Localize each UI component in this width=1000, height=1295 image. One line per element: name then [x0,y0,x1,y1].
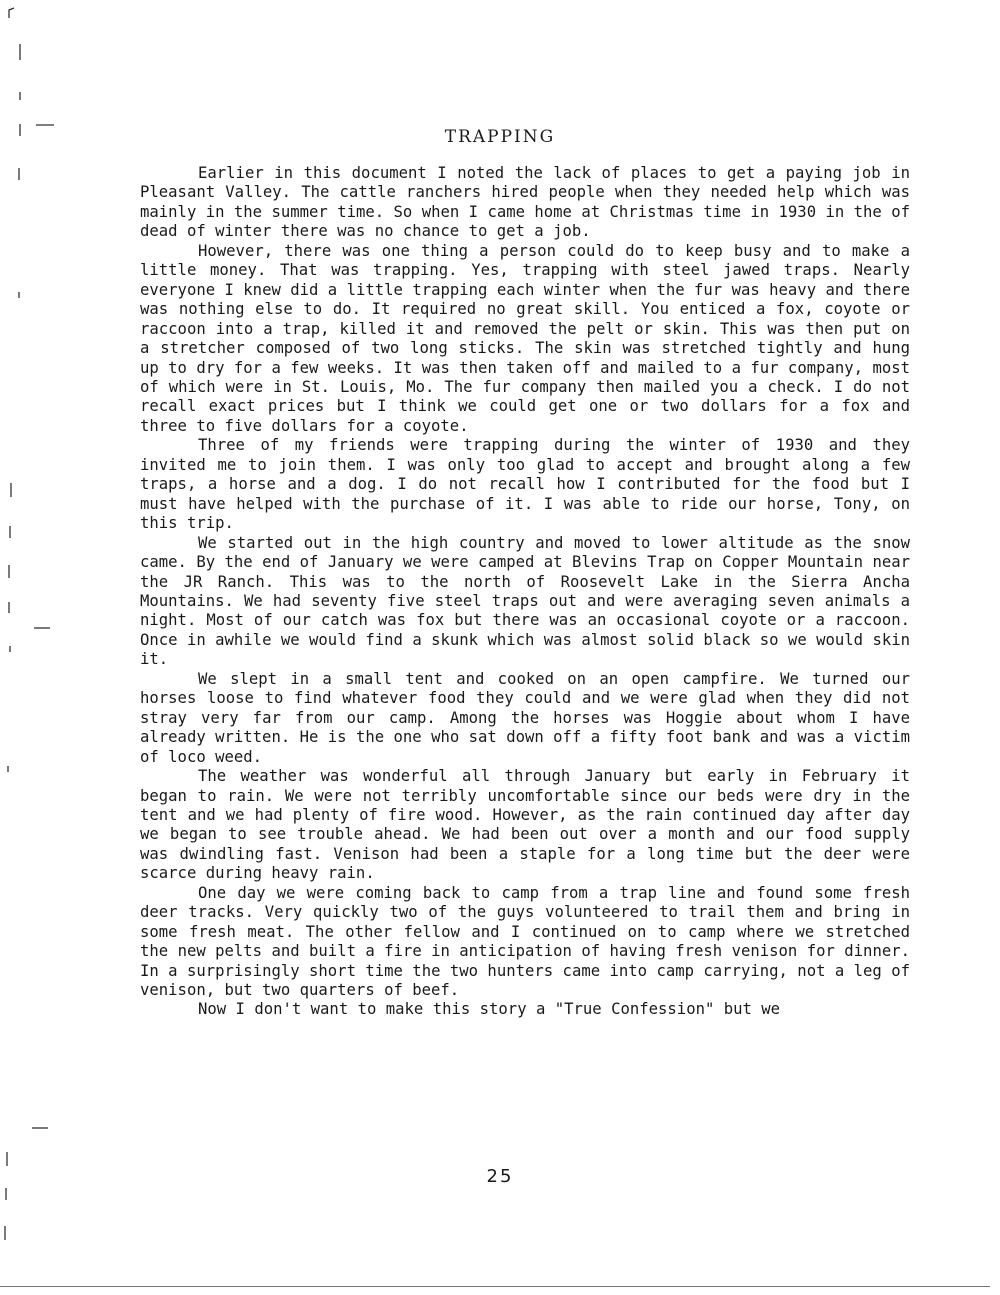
paragraph: Earlier in this document I noted the lack of places to get a paying job in Pleasant Valley. The cattle ranchers hired people when they needed help which was mainly in the summer time. So when I came home at Christmas time in 1930 in the of dead of winter there was no chance to get a job. [140,164,910,241]
page-number: 25 [486,1166,514,1187]
paragraph: We started out in the high country and moved to lower altitude as the snow came. By the end of January we were camped at Blevins Trap on Copper Mountain near the JR Ranch. This was to the north of Roosevelt Lake in the Sierra Ancha Mountains. We had seventy five steel traps out and were averaging seven animals a night. Most of our catch was fox but there was an occasional coyote or a raccoon. Once in awhile we would find a skunk which was almost solid black so we would skin it. [140,533,910,669]
paragraph: One day we were coming back to camp from a trap line and found some fresh deer tracks. Very quickly two of the guys volunteered to trail them and bring in some fresh meat. The other fellow and I continued on to camp where we stretched the new pelts and built a fire in anticipation of having fresh venison for dinner. In a surprisingly short time the two hunters came into camp carrying, not a leg of venison, but two quarters of beef. [140,883,910,1000]
paragraph: Three of my friends were trapping during the winter of 1930 and they invited me to join them. I was only too glad to accept and brought along a few traps, a horse and a dog. I do not recall how I contributed for the food but I must have helped with the purchase of it. I was able to ride our horse, Tony, on this trip. [140,436,910,533]
body-text [140,164,910,1020]
paragraph: However, there was one thing a person could do to keep busy and to make a little money. That was trapping. Yes, trapping with steel jawed traps. Nearly everyone I knew did a little trapping each winter when the fur was heavy and there was nothing else to do. It required no great skill. You enticed a fox, coyote or raccoon into a trap, killed it and removed the pelt or skin. This was then put on a stretcher composed of two long sticks. The skin was stretched tightly and hung up to dry for a few weeks. It was then taken off and mailed to a fur company, most of which were in St. Louis, Mo. The fur company then mailed you a check. I do not recall exact prices but I think we could get one or two dollars for a fox and three to five dollars for a coyote. [140,241,910,435]
margin-scan-marks [0,0,60,1295]
paragraph: We slept in a small tent and cooked on an open campfire. We turned our horses loose to find whatever food they could and we were glad when they did not stray very far from our camp. Among the horses was Hoggie about whom I have already written. He is the one who sat down off a fifty foot bank and was a victim of loco weed. [140,669,910,766]
bottom-rule [0,1286,990,1287]
paragraph: Now I don't want to make this story a "True Confession" but we [198,1000,781,1019]
paragraph: The weather was wonderful all through January but early in February it began to rain. We were not terribly uncomfortable since our beds were dry in the tent and we had plenty of fire wood. However, as the rain continued day after day we began to see trouble ahead. We had been out over a month and our food supply was dwindling fast. Venison had been a staple for a long time but the deer were scarce during heavy rain. [140,767,910,883]
page-title: TRAPPING [444,127,556,147]
